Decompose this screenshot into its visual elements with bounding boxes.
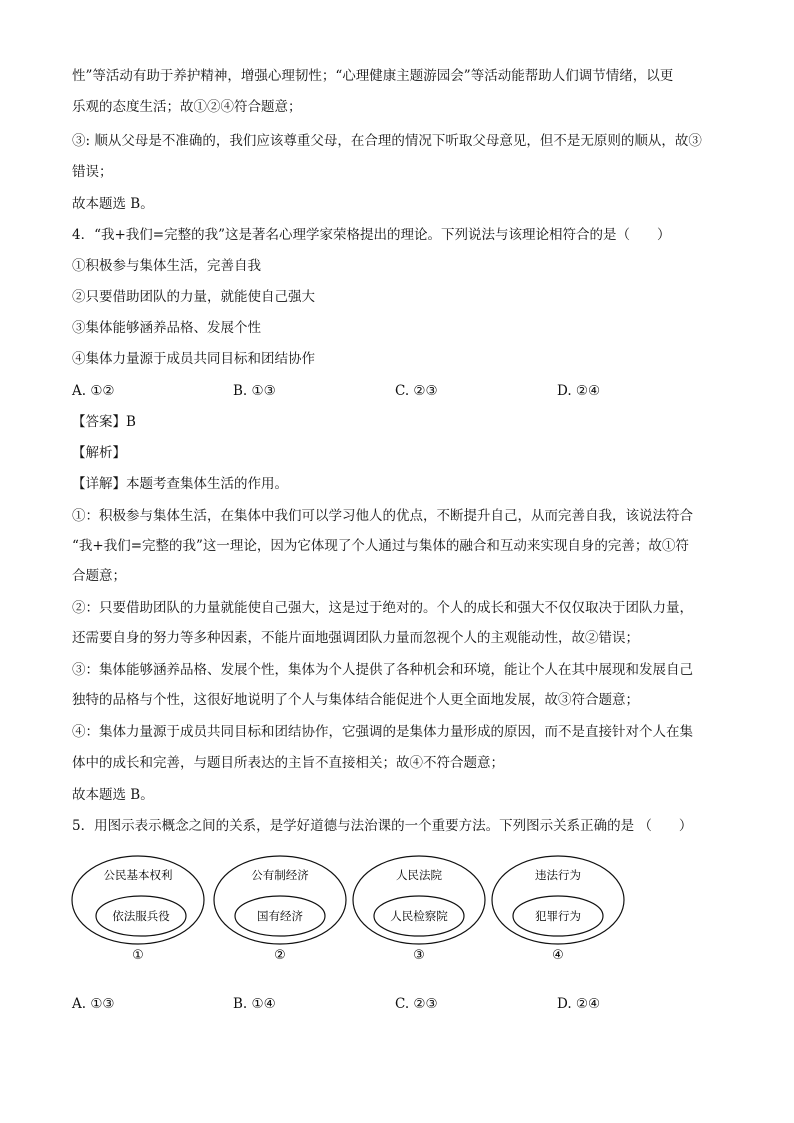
q4-detail: 【详解】本题考查集体生活的作用。 [72,476,288,492]
q5-stem: 5．用图示表示概念之间的关系，是学好道德与法治课的一个重要方法。下列图示关系正确的是 （ ） [72,818,693,834]
q4-item: ①积极参与集体生活，完善自我 [72,258,261,274]
q5-option-b: B. ①④ [233,996,276,1012]
q4-item: ③集体能够涵养品格、发展个性 [72,320,261,336]
text-line: ②：只要借助团队的力量就能使自己强大，这是过于绝对的。个人的成长和强大不仅仅取决于团队力量， [72,600,693,616]
q4-option-d: D. ②④ [557,383,601,399]
q4-item: ②只要借助团队的力量，就能使自己强大 [72,289,315,305]
text-line: ①：积极参与集体生活，在集体中我们可以学习他人的优点，不断提升自己，从而完善自我，该说法符合 [72,508,693,524]
inner-label: 犯罪行为 [535,909,581,923]
text-line: 合题意； [72,568,126,584]
text-line: 错误； [72,164,113,180]
inner-label: 国有经济 [257,909,303,923]
text-line: ③: 顺从父母是不准确的，我们应该尊重父母，在合理的情况下听取父母意见，但不是无原则的顺从，故③ [72,133,702,149]
text-line: 体中的成长和完善，与题目所表达的主旨不直接相关；故④不符合题意； [72,755,504,771]
q4-stem: 4．“我+我们=完整的我”这是著名心理学家荣格提出的理论。下列说法与该理论相符合的是（ ） [72,227,671,243]
inner-label: 人民检察院 [390,909,448,923]
concept-diagrams [68,848,648,968]
diagram-number: ④ [552,948,564,963]
text-line: 独特的品格与个性，这很好地说明了个人与集体结合能促进个人更全面地发展，故③符合题意； [72,692,639,708]
q4-analysis-label: 【解析】 [72,445,126,461]
text-line: 性”等活动有助于养护精神，增强心理韧性；“心理健康主题游园会”等活动能帮助人们调节情绪，以更 [72,68,674,84]
text-line: 还需要自身的努力等多种因素，不能片面地强调团队力量而忽视个人的主观能动性，故②错误； [72,630,639,646]
q5-option-d: D. ②④ [557,996,601,1012]
q4-option-a: A. ①② [72,383,115,399]
text-line: 乐观的态度生活；故①②④符合题意； [72,99,302,115]
q5-option-c: C. ②③ [395,996,438,1012]
diagram-number: ② [274,948,286,963]
text-line: ③：集体能够涵养品格、发展个性，集体为个人提供了各种机会和环境，能让个人在其中展现和发展自己 [72,662,693,678]
q5-option-a: A. ①③ [72,996,115,1012]
text-line: “我+我们=完整的我”这一理论，因为它体现了个人通过与集体的融合和互动来实现自身的完善；故①符 [72,538,689,554]
q4-conclusion: 故本题选 B。 [72,787,154,803]
diagram-number: ③ [413,948,425,963]
diagram-1 [72,856,204,963]
q4-option-c: C. ②③ [395,383,438,399]
inner-label: 依法服兵役 [112,909,170,923]
diagram-2 [214,856,346,963]
outer-label: 公有制经济 [251,868,309,882]
diagram-number: ① [132,948,144,963]
text-line: ④：集体力量源于成员共同目标和团结协作，它强调的是集体力量形成的原因，而不是直接针对个人在集 [72,724,693,740]
diagram-3 [353,856,485,963]
q4-option-b: B. ①③ [233,383,276,399]
q3-conclusion: 故本题选 B。 [72,196,154,212]
outer-label: 人民法院 [396,868,442,882]
q4-item: ④集体力量源于成员共同目标和团结协作 [72,351,315,367]
outer-label: 公民基本权利 [103,868,173,882]
q4-answer: 【答案】B [72,414,136,430]
diagram-4 [492,856,624,963]
outer-label: 违法行为 [535,868,581,882]
